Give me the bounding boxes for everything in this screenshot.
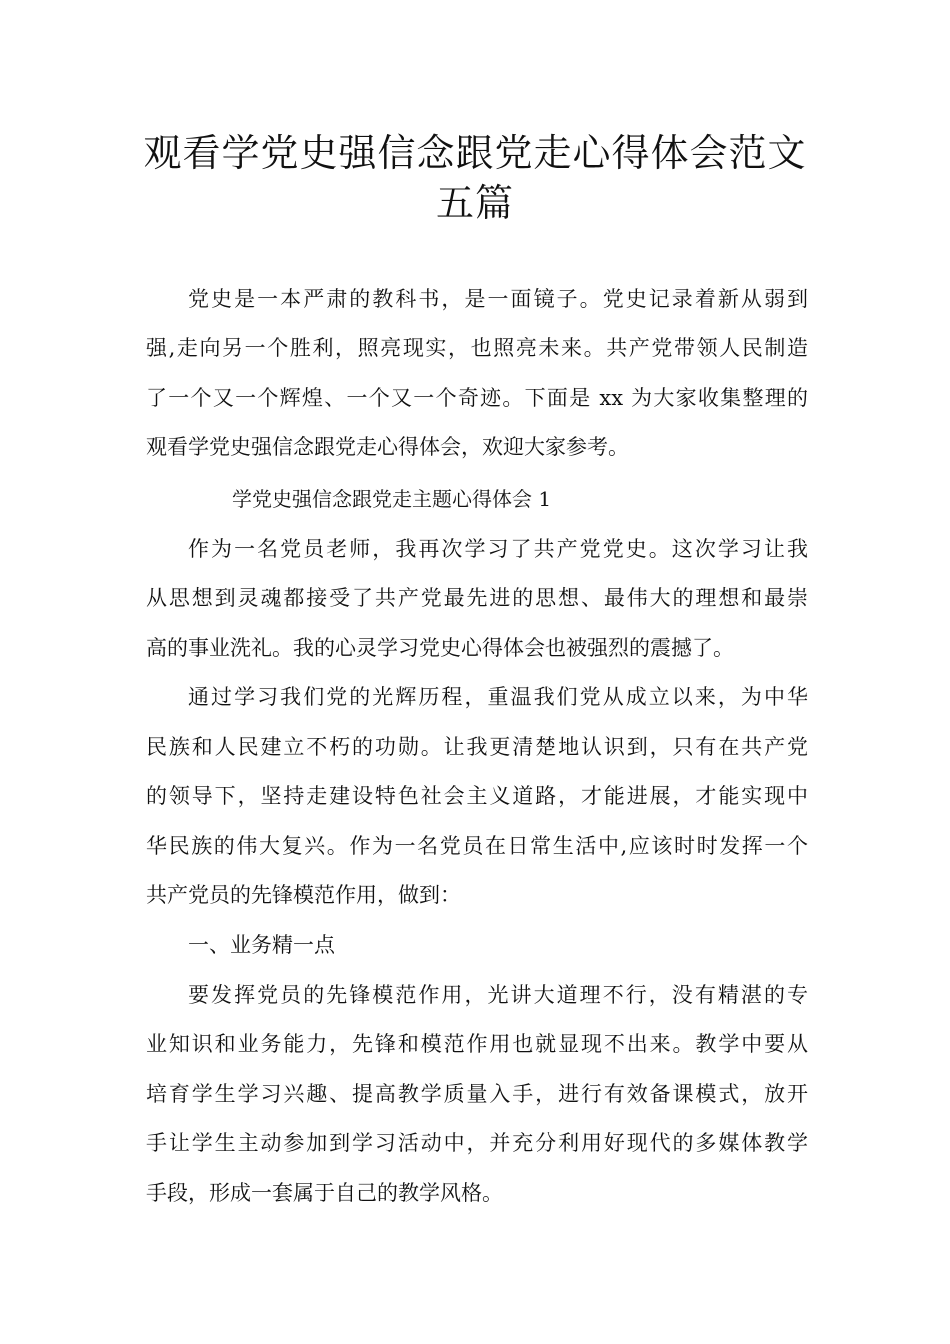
para3-line-3: 培育学生学习兴趣、提高教学质量入手，进行有效备课模式，放开	[146, 1082, 808, 1106]
para3-line-4: 手让学生主动参加到学习活动中，并充分利用好现代的多媒体教学	[146, 1131, 808, 1155]
intro-line-3: 了一个又一个辉煌、一个又一个奇迹。下面是 xx 为大家收集整理的	[146, 386, 808, 410]
para2-line-1: 通过学习我们党的光辉历程，重温我们党从成立以来，为中华	[188, 685, 808, 709]
para2-line-5: 共产党员的先锋模范作用，做到：	[146, 883, 461, 907]
para1-line-3: 高的事业洗礼。我的心灵学习党史心得体会也被强烈的震撼了。	[146, 636, 734, 660]
para3-line-2: 业知识和业务能力，先锋和模范作用也就显现不出来。教学中要从	[146, 1032, 808, 1056]
intro-line-1: 党史是一本严肃的教科书，是一面镜子。党史记录着新从弱到	[188, 287, 808, 311]
intro-line-4: 观看学党史强信念跟党走心得体会，欢迎大家参考。	[146, 435, 629, 459]
para1-line-1: 作为一名党员老师，我再次学习了共产党党史。这次学习让我	[188, 537, 808, 561]
para3-line-5: 手段，形成一套属于自己的教学风格。	[146, 1181, 503, 1205]
intro-line-2: 强,走向另一个胜利，照亮现实，也照亮未来。共产党带领人民制造	[146, 336, 808, 360]
para2-line-4: 华民族的伟大复兴。作为一名党员在日常生活中,应该时时发挥一个	[146, 834, 808, 858]
para3-line-1: 要发挥党员的先锋模范作用，光讲大道理不行，没有精湛的专	[188, 983, 808, 1007]
para1-line-2: 从思想到灵魂都接受了共产党最先进的思想、最伟大的理想和最崇	[146, 586, 808, 610]
document-title-line-2: 五篇	[435, 181, 514, 225]
para2-line-3: 的领导下，坚持走建设特色社会主义道路，才能进展，才能实现中	[146, 784, 808, 808]
section-subheading: 学党史强信念跟党走主题心得体会 1	[232, 487, 552, 511]
section-heading-1: 一、业务精一点	[188, 933, 335, 957]
document-title-line-1: 观看学党史强信念跟党走心得体会范文	[143, 131, 807, 175]
para2-line-2: 民族和人民建立不朽的功勋。让我更清楚地认识到，只有在共产党	[146, 735, 808, 759]
